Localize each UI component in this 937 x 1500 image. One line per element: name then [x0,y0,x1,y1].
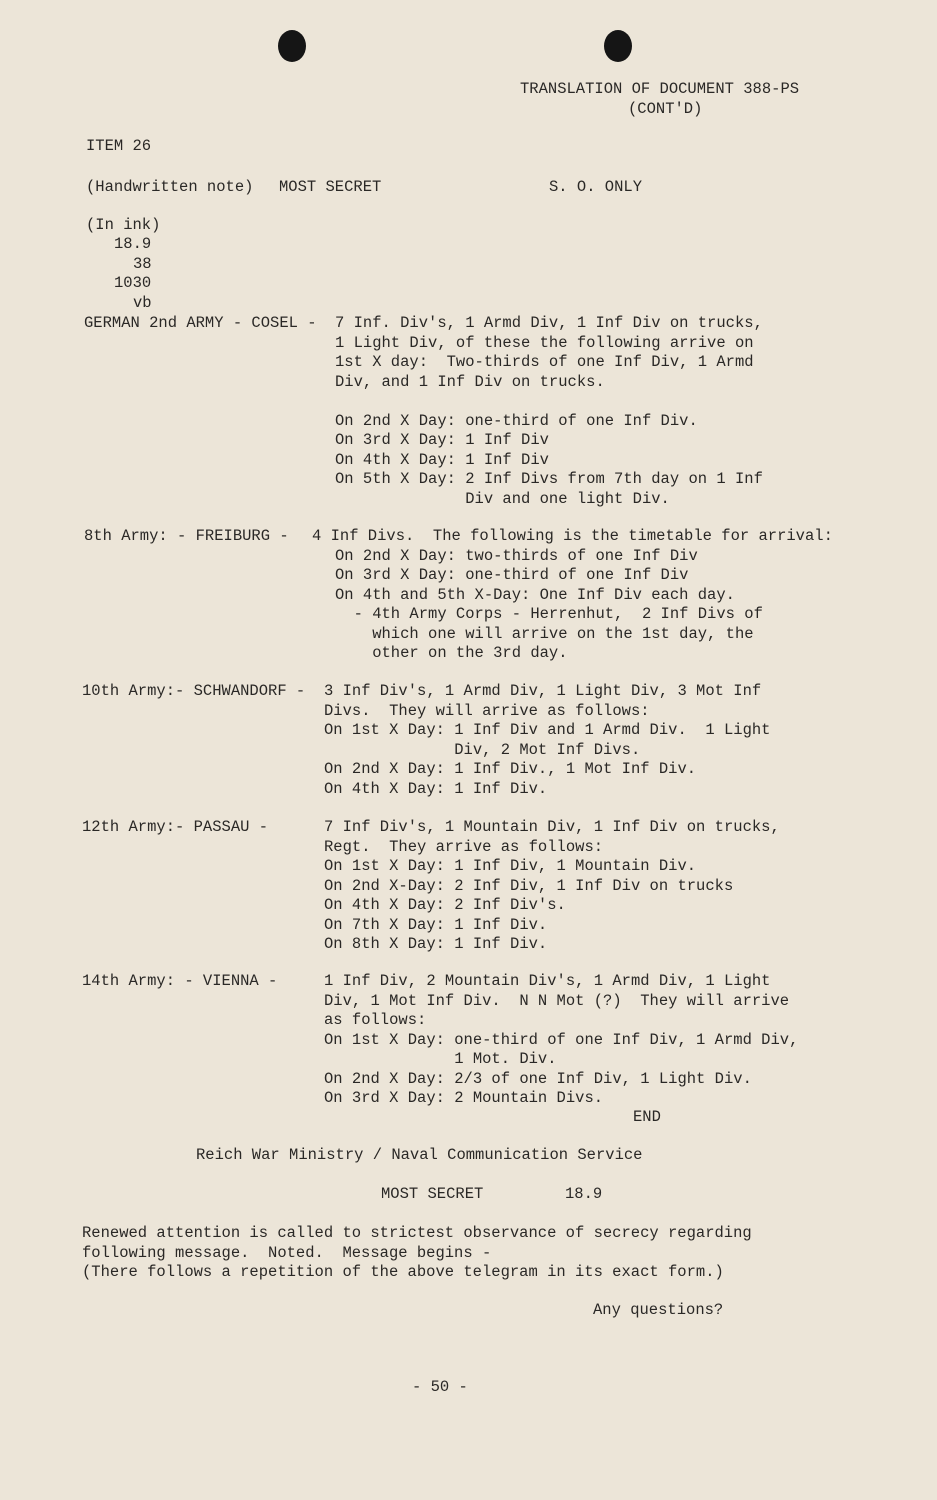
ink-number: 38 [133,255,152,273]
detail-line: as follows: [324,1011,427,1029]
header-continued: (CONT'D) [628,99,703,118]
document-header [520,80,799,119]
ink-date: 18.9 [114,235,152,253]
army-details [324,972,798,1109]
detail-line: On 1st X Day: 1 Inf Div, 1 Mountain Div. [324,857,697,875]
detail-line: 7 Inf Div's, 1 Mountain Div, 1 Inf Div on trucks, [324,818,780,836]
ink-initials: vb [133,294,152,312]
detail-line: On 1st X Day: 1 Inf Div and 1 Armd Div. 1 Light [324,721,771,739]
message-date: 18.9 [565,1185,603,1203]
detail-line: On 5th X Day: 2 Inf Divs from 7th day on 1 Inf [335,470,763,488]
item-number: ITEM 26 [86,137,152,155]
detail-line: On 4th and 5th X-Day: One Inf Div each day. [335,585,735,604]
detail-line: On 2nd X Day: one-third of one Inf Div. [335,411,698,430]
detail-line: - 4th Army Corps - Herrenhut, 2 Inf Divs of [335,605,763,623]
army-heading: 10th Army:- SCHWANDORF - [82,682,306,700]
punch-hole [278,30,306,62]
detail-line: 1 Inf Div, 2 Mountain Div's, 1 Armd Div, 1 Light [324,972,771,990]
punch-hole [604,30,632,62]
detail-line: other on the 3rd day. [335,644,568,662]
service-line: Reich War Ministry / Naval Communication Service [196,1146,643,1164]
ink-time: 1030 [114,274,152,292]
detail-line: which one will arrive on the 1st day, the [335,624,754,643]
detail-line: On 7th X Day: 1 Inf Div. [324,915,548,934]
detail-line: On 8th X Day: 1 Inf Div. [324,935,548,953]
detail-line: Div and one light Div. [335,489,670,508]
detail-line: On 2nd X-Day: 2 Inf Div, 1 Inf Div on trucks [324,876,734,895]
header-title: TRANSLATION OF DOCUMENT 388-PS [520,80,800,98]
detail-line [335,392,763,412]
classification: MOST SECRET [279,178,382,196]
any-questions: Any questions? [593,1301,724,1319]
detail-line: 1 Mot. Div. [324,1050,557,1068]
ink-label: (In ink) [86,216,161,234]
army-details [324,818,780,955]
paragraph-line: Renewed attention is called to strictest observance of secrecy regarding [82,1224,752,1242]
detail-line: 1st X day: Two-thirds of one Inf Div, 1 Armd [335,353,754,371]
detail-line: Div, and 1 Inf Div on trucks. [335,372,605,391]
detail-line: 7 Inf. Div's, 1 Armd Div, 1 Inf Div on trucks, [335,314,763,332]
distribution: S. O. ONLY [549,178,643,196]
end-marker: END [633,1108,661,1126]
handwritten-note-label: (Handwritten note) [86,178,254,196]
detail-line: 4 Inf Divs. The following is the timetable for arrival: [312,527,833,545]
army-heading: 12th Army:- PASSAU - [82,818,269,836]
detail-line: 1 Light Div, of these the following arrive on [335,333,754,352]
army-heading: 8th Army: - FREIBURG - [84,527,289,545]
classification-2: MOST SECRET [381,1185,484,1203]
army-heading: GERMAN 2nd ARMY - COSEL - [84,314,317,332]
detail-line: On 3rd X Day: one-third of one Inf Div [335,566,689,584]
army-heading: 14th Army: - VIENNA - [82,972,278,990]
detail-line: On 3rd X Day: 2 Mountain Divs. [324,1089,604,1107]
detail-line: Div, 2 Mot Inf Divs. [324,740,641,759]
army-details [324,682,770,799]
detail-line: On 4th X Day: 1 Inf Div. [324,779,548,798]
detail-line: 3 Inf Div's, 1 Armd Div, 1 Light Div, 3 Mot Inf [324,682,762,700]
detail-line: On 4th X Day: 2 Inf Div's. [324,896,566,914]
detail-line: On 2nd X Day: 1 Inf Div., 1 Mot Inf Div. [324,760,697,778]
detail-line: Regt. They arrive as follows: [324,837,604,856]
renewed-attention-paragraph [82,1224,752,1283]
detail-line: On 3rd X Day: 1 Inf Div [335,431,549,449]
detail-line: Divs. They will arrive as follows: [324,701,650,720]
army-details [312,527,833,664]
detail-line: On 4th X Day: 1 Inf Div [335,450,549,469]
detail-line: On 2nd X Day: two-thirds of one Inf Div [335,546,698,565]
paragraph-line: (There follows a repetition of the above telegram in its exact form.) [82,1263,724,1281]
army-details [335,314,763,509]
page-number: - 50 - [412,1378,468,1396]
detail-line: Div, 1 Mot Inf Div. N N Mot (?) They will arrive [324,991,790,1010]
detail-line: On 2nd X Day: 2/3 of one Inf Div, 1 Light Div. [324,1069,752,1088]
detail-line: On 1st X Day: one-third of one Inf Div, 1 Armd Div, [324,1030,799,1049]
paragraph-line: following message. Noted. Message begins - [82,1243,492,1262]
